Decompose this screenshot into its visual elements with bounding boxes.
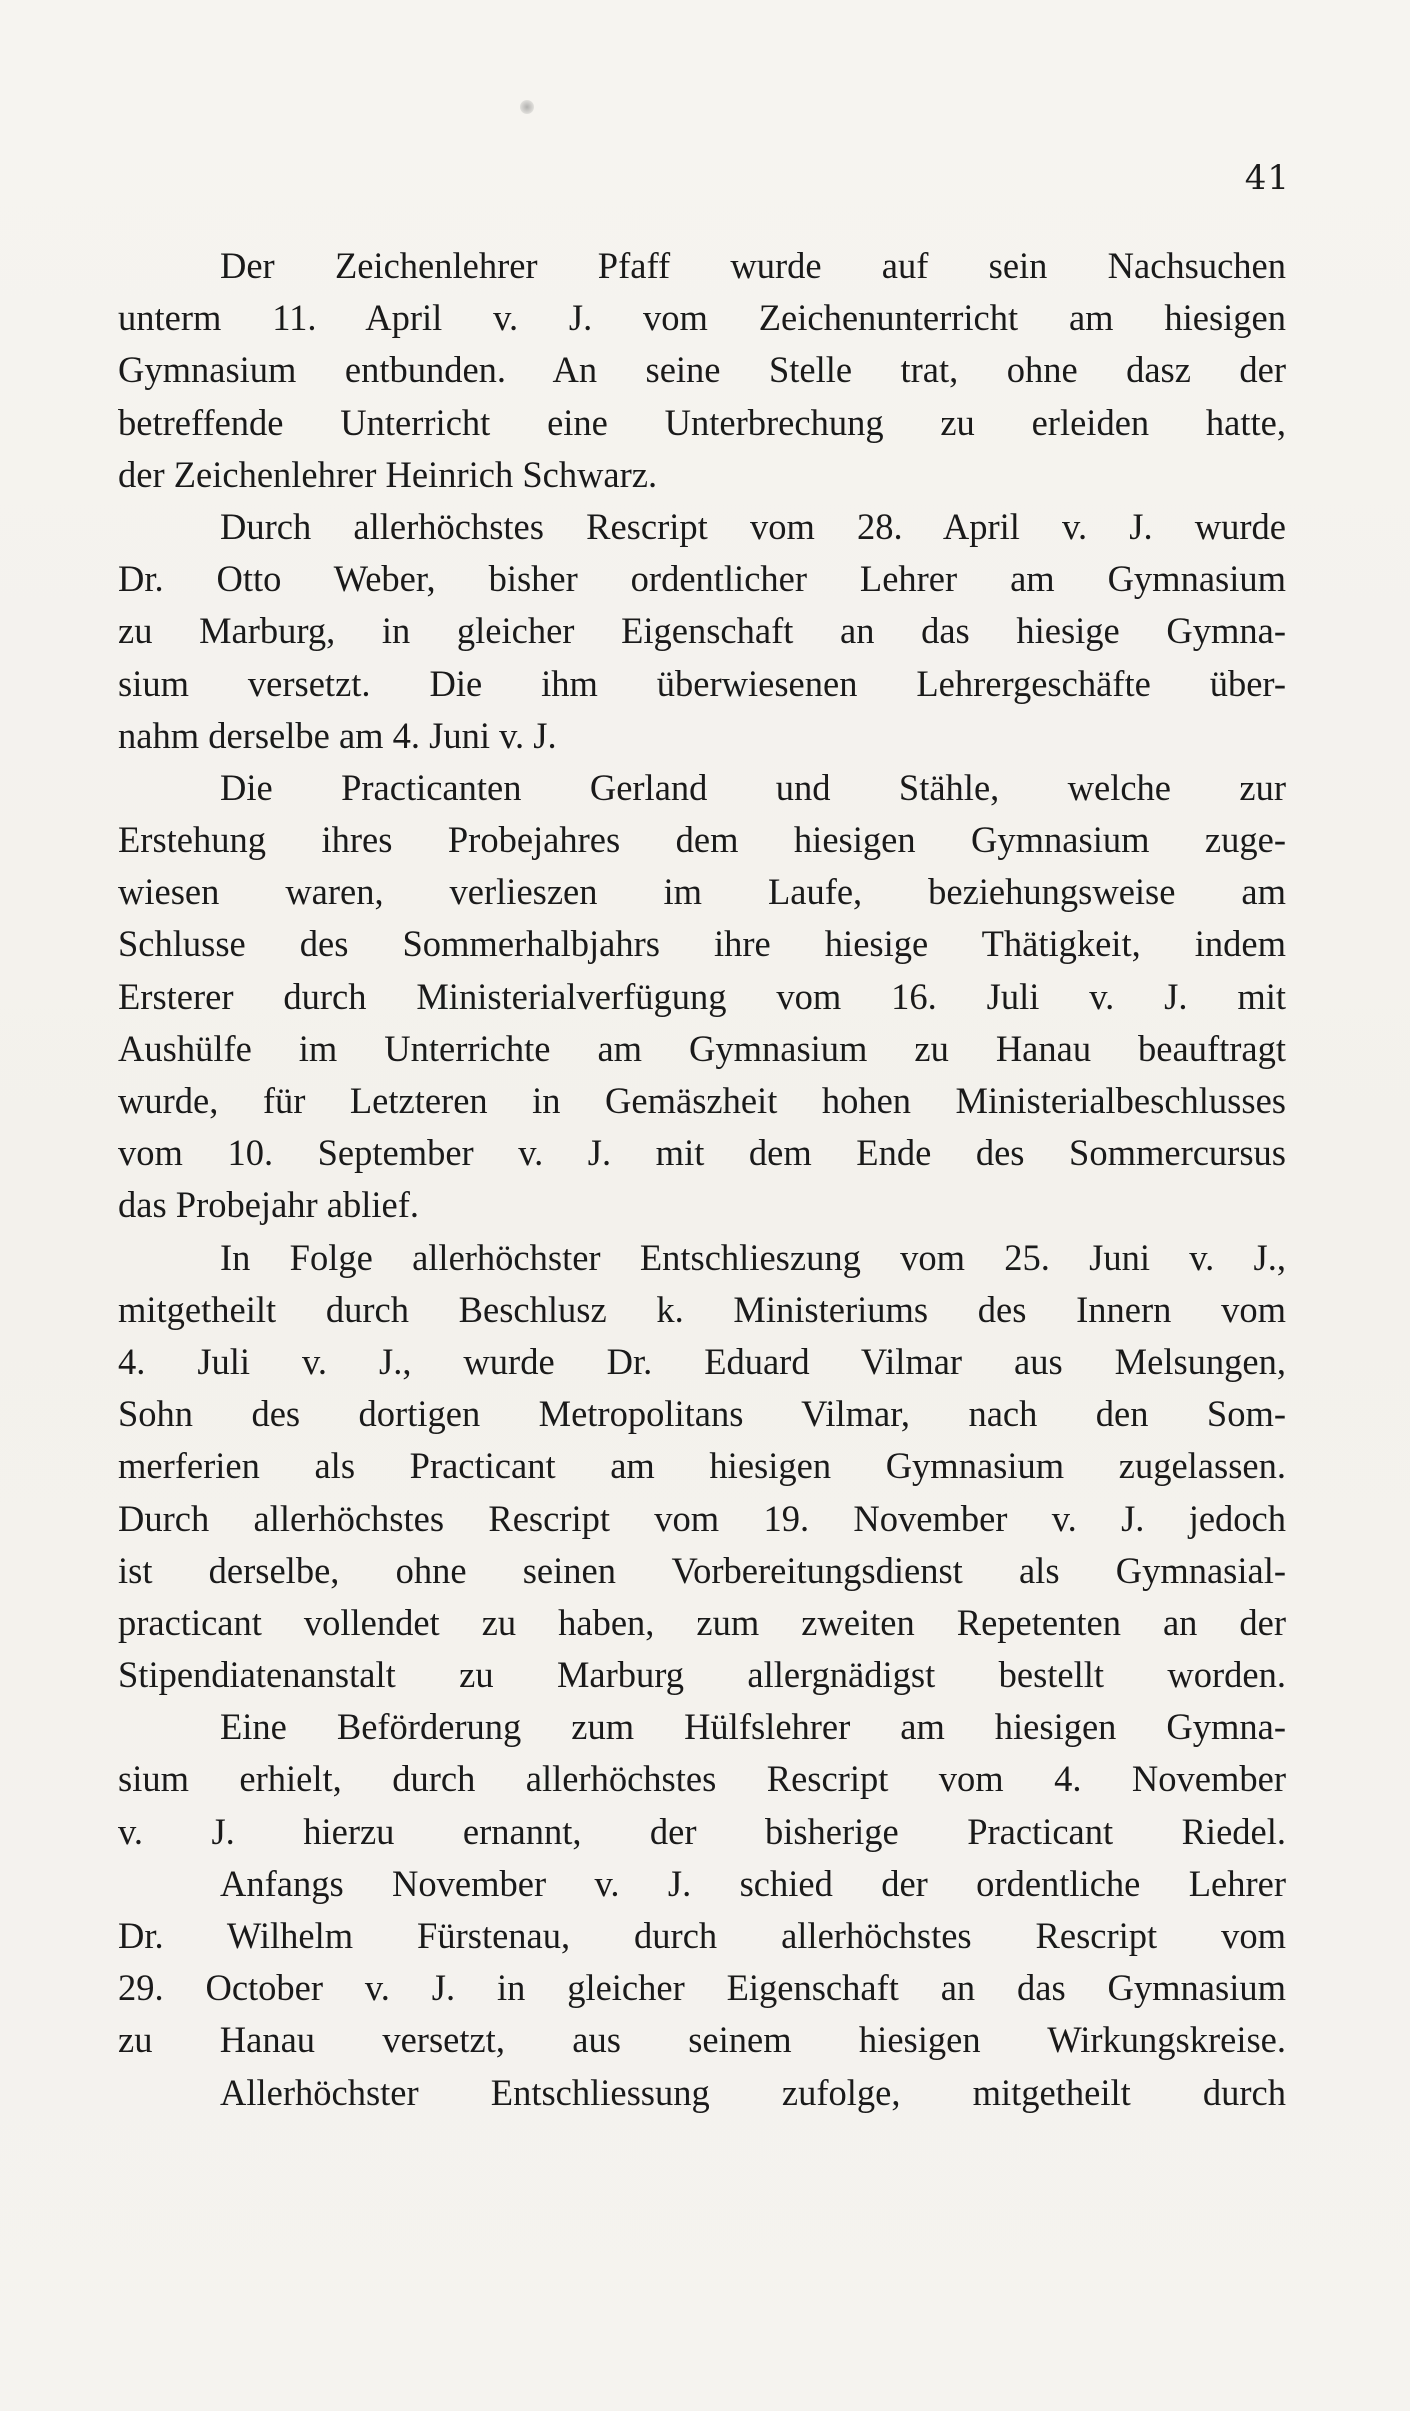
text-line: das Probejahr ablief. [118, 1184, 420, 1226]
text-line: v. J. hierzu ernannt, der bisherige Practicant Riedel. [118, 1810, 1286, 1852]
text-line: practicant vollendet zu haben, zum zweiten Repetenten an der [118, 1601, 1286, 1643]
page-number: 41 [1244, 158, 1290, 198]
text-line: sium versetzt. Die ihm überwiesenen Lehrergeschäfte über- [118, 662, 1286, 704]
text-line: wurde, für Letzteren in Gemäszheit hohen Ministerialbeschlusses [118, 1080, 1286, 1121]
text-line: In Folge allerhöchster Entschlieszung vom 25. Juni v. J., [220, 1236, 1286, 1278]
text-line: Stipendiatenanstalt zu Marburg allergnädigst bestellt worden. [118, 1654, 1286, 1696]
text-line: Durch allerhöchstes Rescript vom 19. November v. J. jedoch [118, 1497, 1286, 1539]
text-line: zu Hanau versetzt, aus seinem hiesigen Wirkungskreise. [118, 2019, 1286, 2061]
text-line: Der Zeichenlehrer Pfaff wurde auf sein Nachsuchen [220, 245, 1286, 286]
text-line: Aushülfe im Unterrichte am Gymnasium zu Hanau beauftragt [118, 1027, 1286, 1069]
text-line: Gymnasium entbunden. An seine Stelle trat, ohne dasz der [118, 349, 1286, 391]
text-line: Erstehung ihres Probejahres dem hiesigen Gymnasium zuge- [118, 819, 1286, 861]
text-line: Die Practicanten Gerland und Stähle, welche zur [220, 766, 1286, 808]
text-line: der Zeichenlehrer Heinrich Schwarz. [118, 453, 658, 495]
text-line: Sohn des dortigen Metropolitans Vilmar, nach den Som- [118, 1393, 1286, 1435]
text-line: sium erhielt, durch allerhöchstes Rescript vom 4. November [118, 1758, 1286, 1800]
text-line: 29. October v. J. in gleicher Eigenschaft an das Gymnasium [118, 1967, 1286, 2009]
text-line: merferien als Practicant am hiesigen Gymnasium zugelassen. [118, 1445, 1286, 1487]
text-line: Ersterer durch Ministerialverfügung vom 16. Juli v. J. mit [118, 975, 1286, 1017]
text-line: wiesen waren, verlieszen im Laufe, beziehungsweise am [118, 871, 1286, 913]
text-line: vom 10. September v. J. mit dem Ende des Sommercursus [118, 1132, 1286, 1174]
text-line: unterm 11. April v. J. vom Zeichenunterricht am hiesigen [118, 297, 1286, 339]
text-line: betreffende Unterricht eine Unterbrechung zu erleiden hatte, [118, 401, 1286, 443]
text-line: Anfangs November v. J. schied der ordentliche Lehrer [220, 1862, 1286, 1904]
text-line: Durch allerhöchstes Rescript vom 28. April v. J. wurde [220, 505, 1286, 547]
text-line: ist derselbe, ohne seinen Vorbereitungsdienst als Gymnasial- [118, 1549, 1286, 1591]
text-line: mitgetheilt durch Beschlusz k. Ministeriums des Innern vom [118, 1288, 1286, 1330]
text-line: Schlusse des Sommerhalbjahrs ihre hiesige Thätigkeit, indem [118, 923, 1286, 965]
text-line: Dr. Otto Weber, bisher ordentlicher Lehrer am Gymnasium [118, 558, 1286, 600]
text-line: zu Marburg, in gleicher Eigenschaft an das hiesige Gymna- [118, 610, 1286, 652]
text-line: Dr. Wilhelm Fürstenau, durch allerhöchstes Rescript vom [118, 1915, 1286, 1956]
text-line: 4. Juli v. J., wurde Dr. Eduard Vilmar aus Melsungen, [118, 1340, 1286, 1382]
body-text [118, 240, 1286, 2119]
text-line: nahm derselbe am 4. Juni v. J. [118, 714, 557, 756]
ink-smudge [520, 100, 534, 114]
text-line: Eine Beförderung zum Hülfslehrer am hiesigen Gymna- [220, 1706, 1286, 1748]
text-line: Allerhöchster Entschliessung zufolge, mitgetheilt durch [220, 2071, 1286, 2113]
